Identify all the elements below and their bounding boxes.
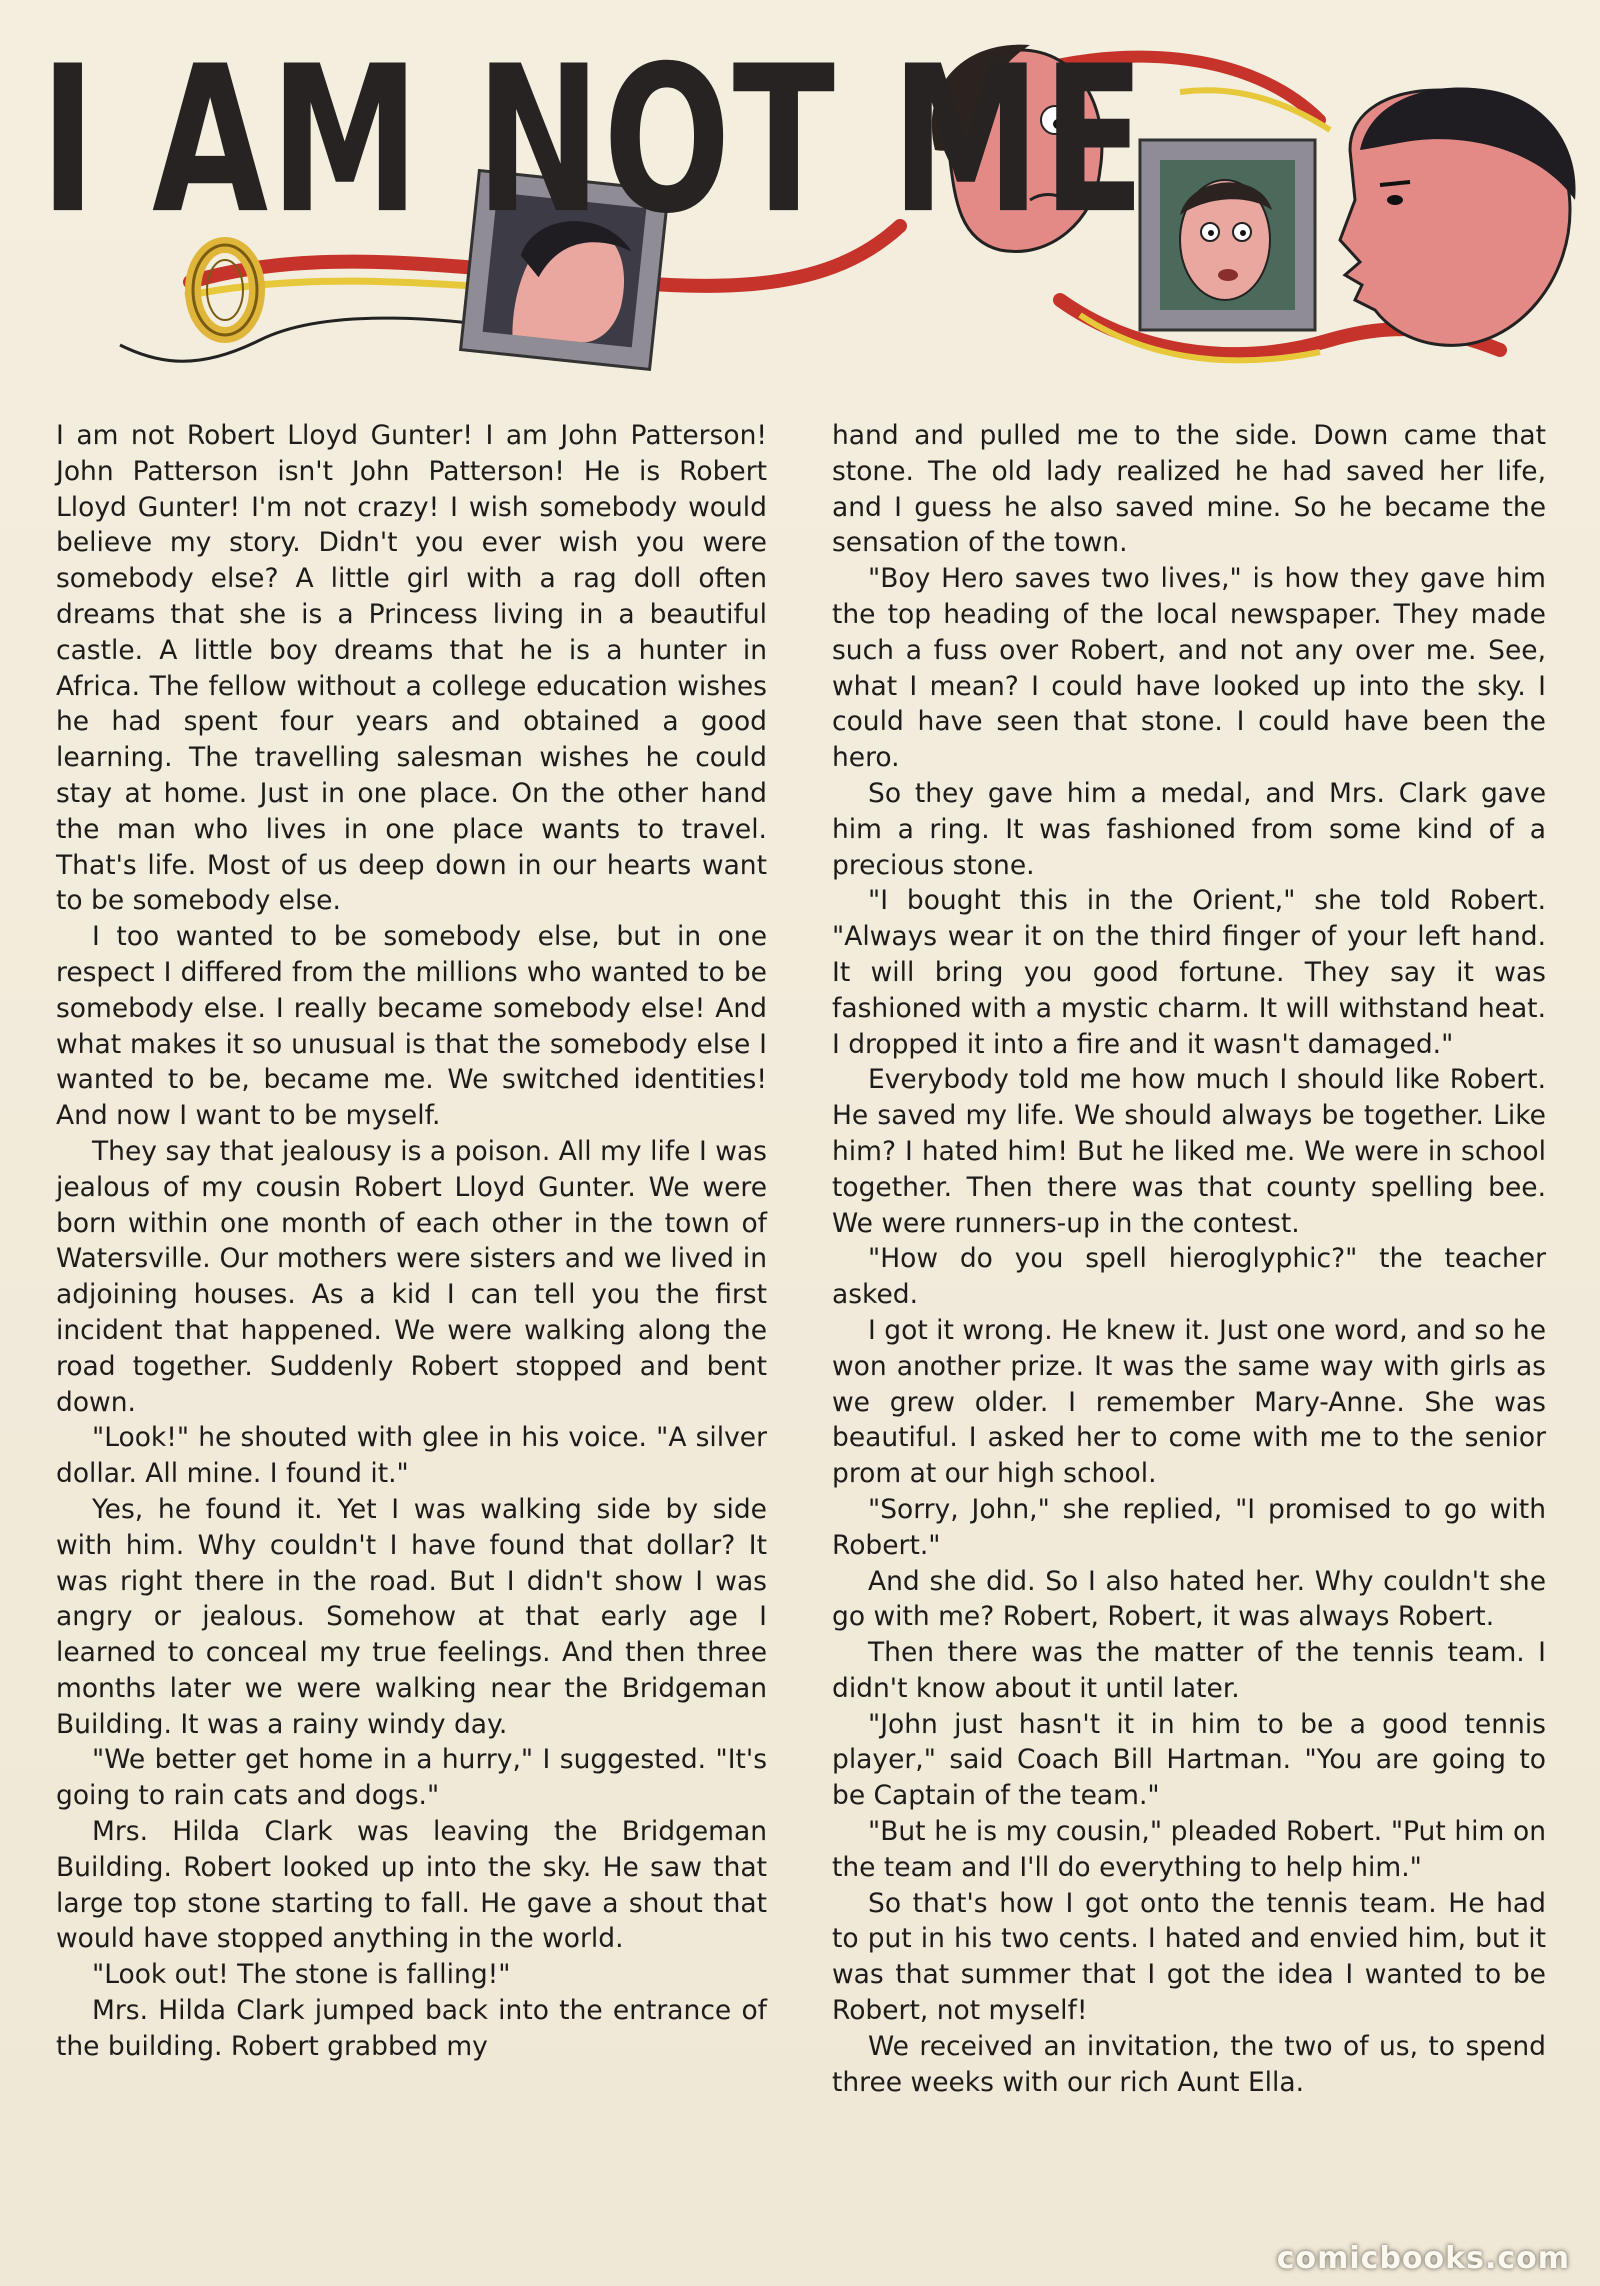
paragraph: "I bought this in the Orient," she told Robert. "Always wear it on the third finger of your left hand. It will bring you good fortune. They say it was fashioned with a mystic charm. It will withstand heat. I dropped it into a fire and it wasn't damaged." [832,885,1546,1060]
paragraph: I am not Robert Lloyd Gunter! I am John Patterson! John Patterson isn't John Patterson! He is Robert Lloyd Gunter! I'm not crazy! I wish somebody would believe my story. Didn't you ever wish you were somebody else? A little girl with a rag doll often dreams that she is a Princess living in a beautiful castle. A little boy dreams that he is a hunter in Africa. The fellow without a college education wishes he had spent four years and obtained a good learning. The travelling salesman wishes he could stay at home. Just in one place. On the other hand the man who lives in one place wants to travel. That's life. Most of us deep down in our hearts want to be somebody else. [56,420,767,917]
paragraph: Mrs. Hilda Clark jumped back into the entrance of the building. Robert grabbed my [56,1995,767,2062]
paragraph: "Look!" he shouted with glee in his voice. "A silver dollar. All mine. I found it." [56,1422,767,1490]
paragraph: "Sorry, John," she replied, "I promised to go with Robert." [832,1493,1546,1561]
paragraph: "But he is my cousin," pleaded Robert. "Put him on the team and I'll do everything to help him." [832,1816,1546,1883]
paragraph: "How do you spell hieroglyphic?" the teacher asked. [832,1243,1546,1311]
watermark: comicbooks.com [1276,2241,1570,2276]
paragraph: So they gave him a medal, and Mrs. Clark gave him a ring. It was fashioned from some kind of a precious stone. [832,777,1546,881]
story-title: I AM NOT ME [40,23,1147,259]
paragraph: Yes, he found it. Yet I was walking side by side with him. Why couldn't I have found that dollar? It was right there in the road. But I didn't show I was angry or jealous. Somehow at that early age I learned to conceal my true feelings. And then three months later we were walking near the Bridgeman Building. It was a rainy windy day. [56,1493,767,1740]
paragraph: I too wanted to be somebody else, but in one respect I differed from the millions who wanted to be somebody else. I really became somebody else! And what makes it so unusual is that the somebody else I wanted to be, became me. We switched identities! And now I want to be myself. [56,921,767,1132]
paragraph: So that's how I got onto the tennis team. He had to put in his two cents. I hated and envied him, but it was that summer that I got the idea I wanted to be Robert, not myself! [832,1887,1546,2027]
left-column [56,418,767,2065]
paragraph: I got it wrong. He knew it. Just one word, and so he won another prize. It was the same way with girls as we grew older. I remember Mary-Anne. She was beautiful. I asked her to come with me to the senior prom at our high school. [832,1314,1546,1490]
portrait-frame-john [1140,140,1315,330]
right-column [832,418,1546,2100]
paragraph: We received an invitation, the two of us, to spend three weeks with our rich Aunt Ella. [832,2030,1546,2098]
paragraph: "John just hasn't it in him to be a good tennis player," said Coach Bill Hartman. "You are going to be Captain of the team." [832,1708,1546,1812]
ribbon-outline [120,318,520,361]
paragraph: "Look out! The stone is falling!" [92,1959,511,1991]
paragraph: Mrs. Hilda Clark was leaving the Bridgeman Building. Robert looked up into the sky. He saw that large top stone starting to fall. He gave a shout that would have stopped anything in the world. [56,1816,767,1955]
paragraph: hand and pulled me to the side. Down came that stone. The old lady realized he had saved her life, and I guess he also saved mine. So he became the sensation of the town. [832,420,1546,559]
paragraph: Everybody told me how much I should like Robert. He saved my life. We should always be together. Like him? I hated him! But he liked me. We were in school together. Then there was that county spelling bee. We were runners-up in the contest. [832,1064,1546,1239]
head-robert [1340,88,1576,346]
paragraph: They say that jealousy is a poison. All my life I was jealous of my cousin Robert Lloyd Gunter. We were born within one month of each other in the town of Watersville. Our mothers were sisters and we lived in adjoining houses. As a kid I can tell you the first incident that happened. We were walking along the road together. Suddenly Robert stopped and bent down. [56,1135,767,1418]
paragraph: And she did. So I also hated her. Why couldn't she go with me? Robert, Robert, it was always Robert. [832,1565,1546,1633]
paragraph: "We better get home in a hurry," I suggested. "It's going to rain cats and dogs." [56,1744,767,1812]
paragraph: "Boy Hero saves two lives," is how they gave him the top heading of the local newspaper. They made such a fuss over Robert, and not any over me. See, what I mean? I could have looked up into the sky. I could have seen that stone. I could have been the hero. [832,563,1546,774]
paragraph: Then there was the matter of the tennis team. I didn't know about it until later. [832,1637,1546,1704]
